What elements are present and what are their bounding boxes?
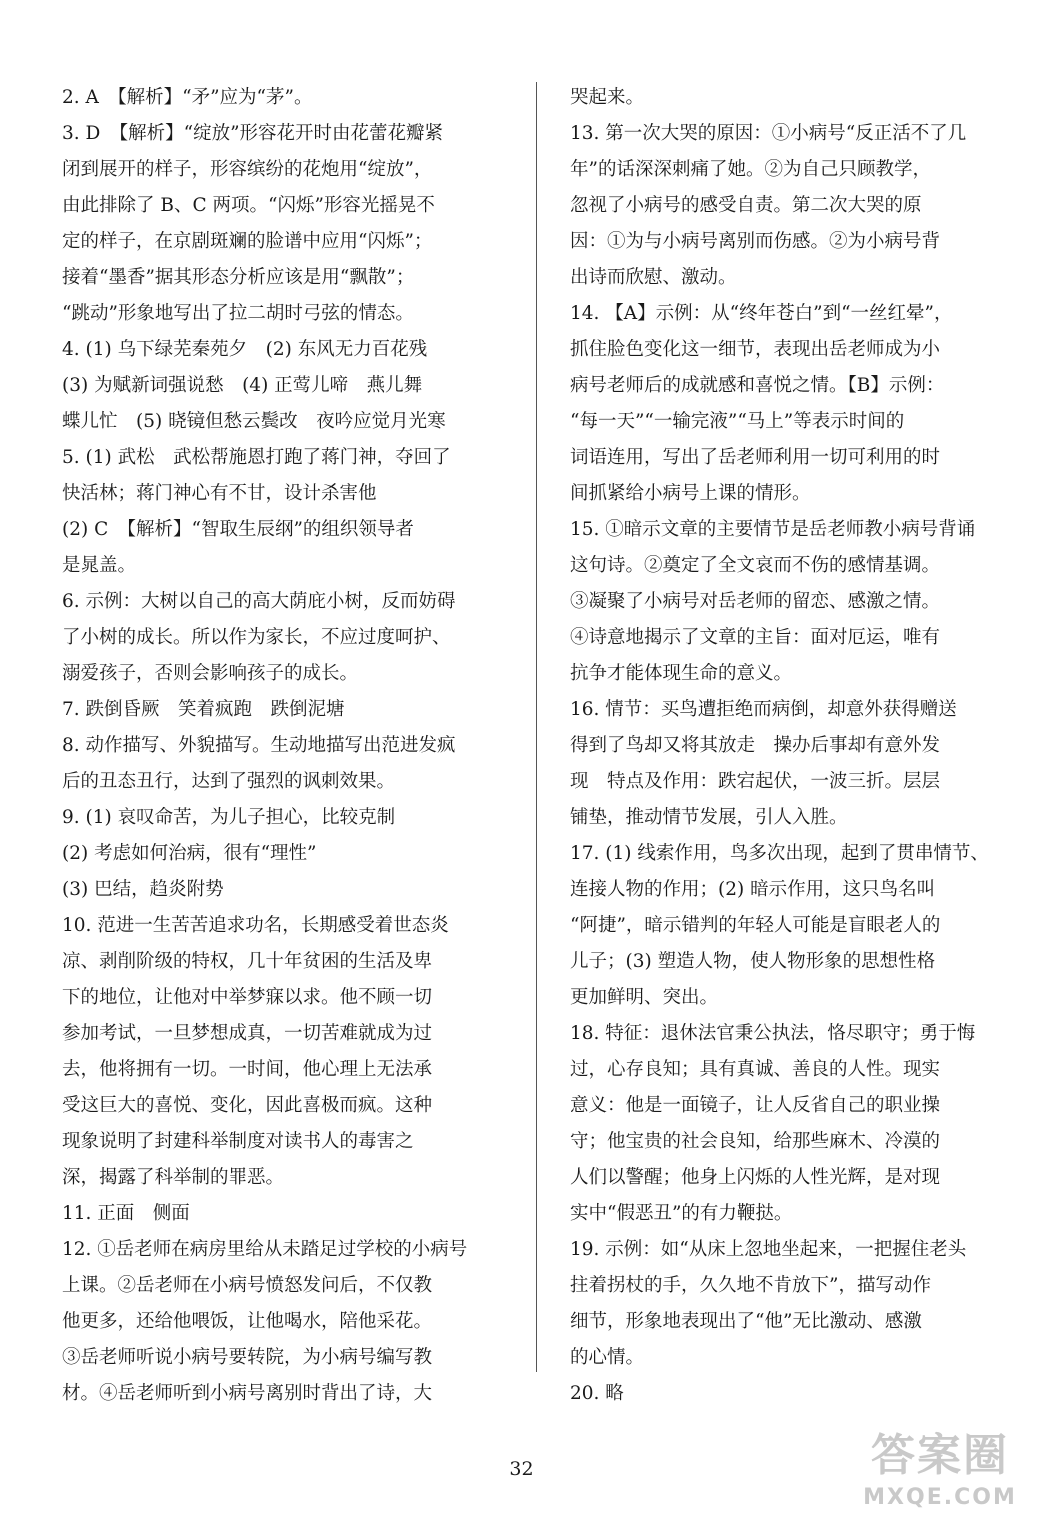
answer-line: 抗争才能体现生命的意义。	[570, 663, 793, 684]
answer-line: 材。④岳老师听到小病号离别时背出了诗，大	[62, 1383, 433, 1404]
answer-line: 去，他将拥有一切。一时间，他心理上无法承	[62, 1059, 433, 1080]
answer-line: 过，心存良知；具有真诚、善良的人性。现实	[570, 1059, 941, 1080]
answer-line: 凉、剥削阶级的特权，几十年贫困的生活及卑	[62, 951, 433, 972]
answer-line: “每一天”“一输完液”“马上”等表示时间的	[570, 411, 905, 432]
answer-line: 是晁盖。	[62, 555, 137, 576]
answer-line: 20. 略	[570, 1383, 624, 1404]
answer-line: 连接人物的作用；(2) 暗示作用，这只鸟名叫	[570, 879, 936, 900]
answer-line: 哭起来。	[570, 87, 645, 108]
left-answer-column	[62, 80, 502, 1412]
page-number: 32	[509, 1458, 534, 1480]
answer-line: 快活林；蒋门神心有不甘，设计杀害他	[62, 483, 377, 504]
answer-line: 17. (1) 线索作用，鸟多次出现，起到了贯串情节、	[570, 843, 989, 864]
answer-line: 人们以警醒；他身上闪烁的人性光辉，是对现	[570, 1167, 941, 1188]
answer-line: (2) 考虑如何治病，很有“理性”	[62, 843, 317, 864]
answer-line: 细节，形象地表现出了“他”无比激动、感激	[570, 1311, 922, 1332]
answer-line: 间抓紧给小病号上课的情形。	[570, 483, 811, 504]
watermark-site-text: MXQE.COM	[863, 1485, 1017, 1510]
answer-line: 得到了鸟却又将其放走 操办后事却有意外发	[570, 735, 941, 756]
answer-line: ④诗意地揭示了文章的主旨：面对厄运，唯有	[570, 627, 941, 648]
answer-line: 溺爱孩子，否则会影响孩子的成长。	[62, 663, 359, 684]
answer-line: 15. ①暗示文章的主要情节是岳老师教小病号背诵	[570, 519, 976, 540]
answer-line: 12. ①岳老师在病房里给从未踏足过学校的小病号	[62, 1239, 468, 1260]
answer-line: (3) 为赋新词强说愁 (4) 正莺儿啼 燕儿舞	[62, 375, 423, 396]
answer-line: “跳动”形象地写出了拉二胡时弓弦的情态。	[62, 303, 414, 324]
answer-line: 的心情。	[570, 1347, 645, 1368]
answer-line: 接着“墨香”据其形态分析应该是用“飘散”；	[62, 267, 415, 288]
right-answer-column	[570, 80, 995, 1412]
answer-line: 这句诗。②奠定了全文哀而不伤的感情基调。	[570, 555, 941, 576]
answer-line: 忽视了小病号的感受自责。第二次大哭的原	[570, 195, 922, 216]
answer-line: 定的样子，在京剧斑斓的脸谱中应用“闪烁”；	[62, 231, 433, 252]
answer-line: 儿子；(3) 塑造人物，使人物形象的思想性格	[570, 951, 936, 972]
answer-line: 3. D 【解析】“绽放”形容花开时由花蕾花瓣紧	[62, 123, 444, 144]
answer-line: “阿捷”，暗示错判的年轻人可能是盲眼老人的	[570, 915, 941, 936]
answer-line: (2) C 【解析】“智取生辰纲”的组织领导者	[62, 519, 414, 540]
answer-line: ③岳老师听说小病号要转院，为小病号编写教	[62, 1347, 433, 1368]
answer-line: 4. (1) 乌下绿芜秦苑夕 (2) 东风无力百花残	[62, 339, 428, 360]
answer-line: 了小树的成长。所以作为家长，不应过度呵护、	[62, 627, 451, 648]
answer-line: 因：①为与小病号离别而伤感。②为小病号背	[570, 231, 941, 252]
answer-line: 守；他宝贵的社会良知，给那些麻木、冷漠的	[570, 1131, 941, 1152]
answer-line: 实中“假恶丑”的有力鞭挞。	[570, 1203, 793, 1224]
answer-line: 抓住脸色变化这一细节，表现出岳老师成为小	[570, 339, 941, 360]
column-divider	[536, 82, 537, 1372]
answer-line: 病号老师后的成就感和喜悦之情。【B】示例：	[570, 375, 945, 396]
answer-line: 10. 范进一生苦苦追求功名，长期感受着世态炎	[62, 915, 449, 936]
answer-line: ③凝聚了小病号对岳老师的留恋、感激之情。	[570, 591, 941, 612]
answer-line: 8. 动作描写、外貌描写。生动地描写出范进发疯	[62, 735, 456, 756]
answer-line: 2. A 【解析】“矛”应为“茅”。	[62, 87, 313, 108]
answer-line: 7. 跌倒昏厥 笑着疯跑 跌倒泥塘	[62, 699, 345, 720]
answer-line: 13. 第一次大哭的原因：①小病号“反正活不了几	[570, 123, 967, 144]
answer-line: 拄着拐杖的手，久久地不肯放下”，描写动作	[570, 1275, 931, 1296]
answer-line: 参加考试，一旦梦想成真，一切苦难就成为过	[62, 1023, 433, 1044]
answer-line: 6. 示例：大树以自己的高大荫庇小树，反而妨碍	[62, 591, 456, 612]
answer-line: 受这巨大的喜悦、变化，因此喜极而疯。这种	[62, 1095, 433, 1116]
answer-line: 上课。②岳老师在小病号愤怒发问后，不仅教	[62, 1275, 433, 1296]
answer-line: 铺垫，推动情节发展，引人入胜。	[570, 807, 848, 828]
watermark-logo	[855, 1428, 1025, 1524]
answer-line: 闭到展开的样子，形容缤纷的花炮用“绽放”，	[62, 159, 433, 180]
answer-line: 他更多，还给他喂饭，让他喝水，陪他采花。	[62, 1311, 433, 1332]
answer-line: 词语连用，写出了岳老师利用一切可利用的时	[570, 447, 941, 468]
answer-line: 出诗而欣慰、激动。	[570, 267, 737, 288]
answer-line: 11. 正面 侧面	[62, 1203, 190, 1224]
answer-line: 深，揭露了科举制的罪恶。	[62, 1167, 285, 1188]
answer-line: 后的丑态丑行，达到了强烈的讽刺效果。	[62, 771, 396, 792]
answer-line: 16. 情节：买鸟遭拒绝而病倒，却意外获得赠送	[570, 699, 957, 720]
answer-line: 蝶儿忙 (5) 晓镜但愁云鬓改 夜吟应觉月光寒	[62, 411, 446, 432]
answer-line: 5. (1) 武松 武松帮施恩打跑了蒋门神，夺回了	[62, 447, 451, 468]
answer-line: 由此排除了 B、C 两项。“闪烁”形容光摇晃不	[62, 195, 435, 216]
answer-line: 18. 特征：退休法官秉公执法，恪尽职守；勇于悔	[570, 1023, 976, 1044]
answer-line: 14. 【A】示例：从“终年苍白”到“一丝红晕”，	[570, 303, 953, 324]
answer-line: 年”的话深深刺痛了她。②为自己只顾教学，	[570, 159, 931, 180]
answer-line: 意义：他是一面镜子，让人反省自己的职业操	[570, 1095, 941, 1116]
answer-line: (3) 巴结，趋炎附势	[62, 879, 224, 900]
answer-line: 19. 示例：如“从床上忽地坐起来，一把握住老头	[570, 1239, 967, 1260]
answer-line: 现象说明了封建科举制度对读书人的毒害之	[62, 1131, 414, 1152]
answer-line: 下的地位，让他对中举梦寐以求。他不顾一切	[62, 987, 433, 1008]
answer-line: 现 特点及作用：跌宕起伏，一波三折。层层	[570, 771, 941, 792]
answer-line: 9. (1) 哀叹命苦，为儿子担心，比较克制	[62, 807, 396, 828]
watermark-main-text: 答案圈	[871, 1430, 1009, 1481]
answer-line: 更加鲜明、突出。	[570, 987, 719, 1008]
